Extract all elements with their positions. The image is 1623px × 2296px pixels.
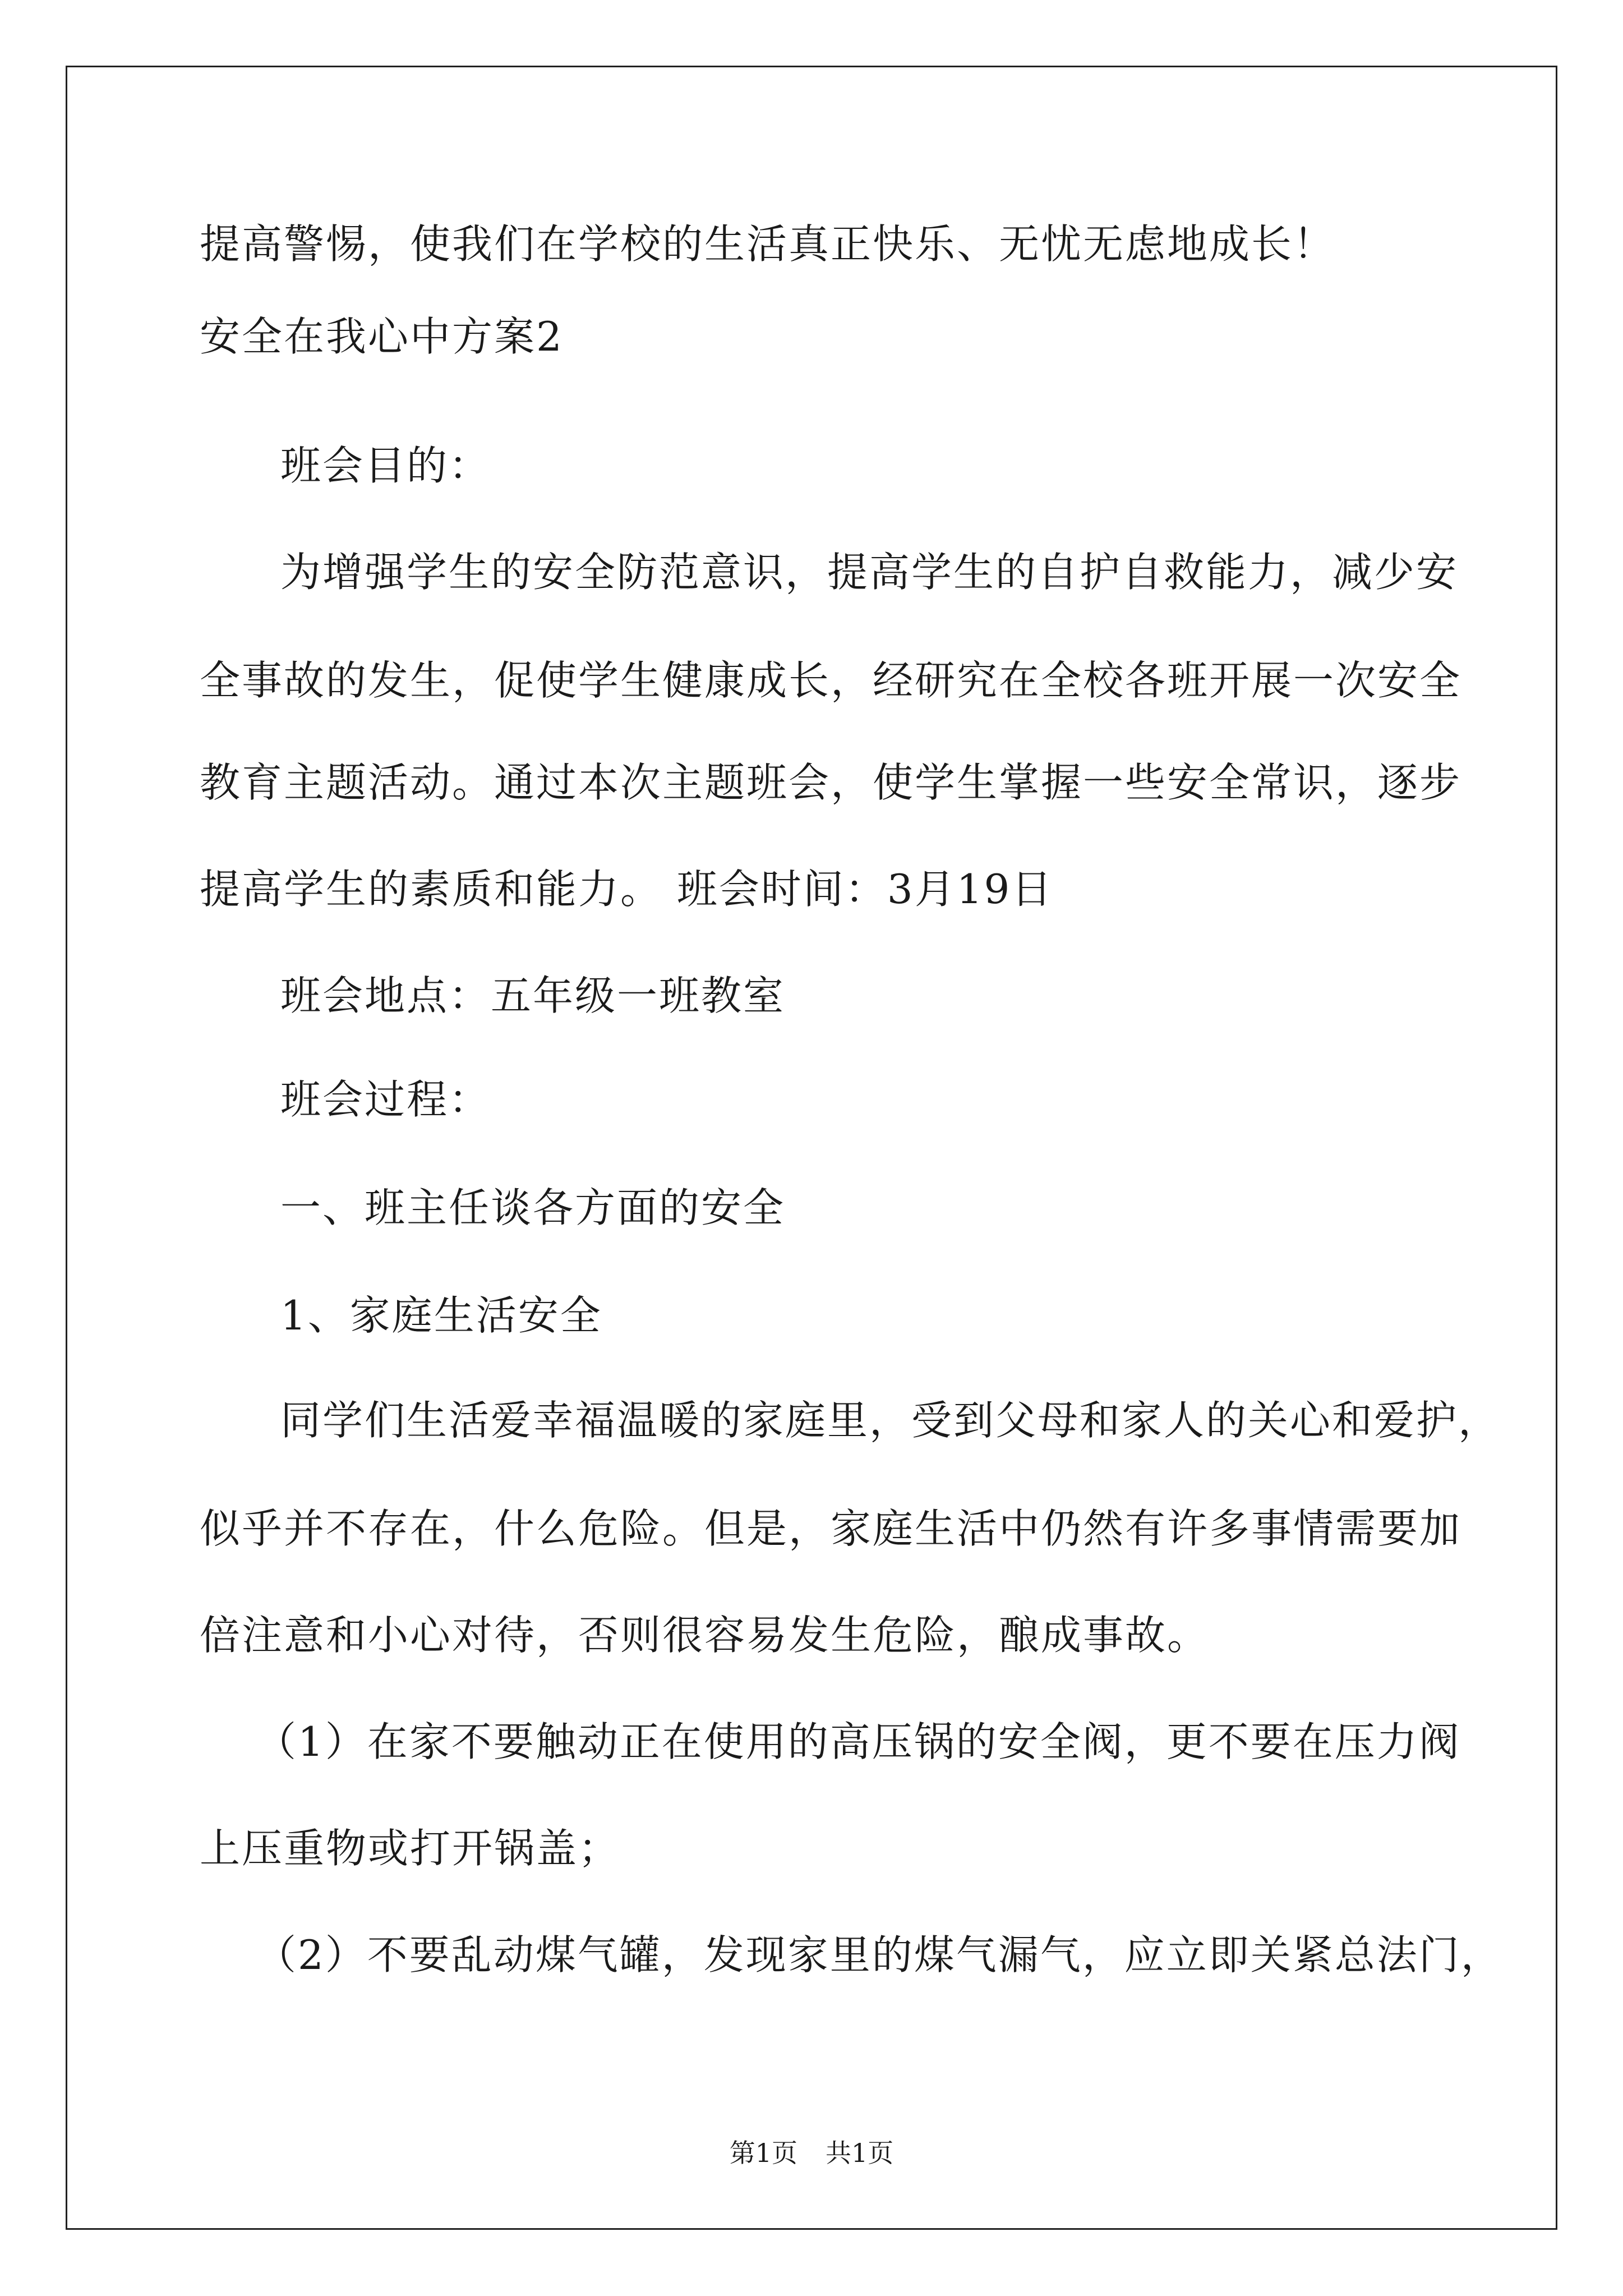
paragraph-line: 一、班主任谈各方面的安全: [280, 1184, 786, 1231]
page-number: 第1页: [729, 2138, 797, 2168]
paragraph-line: 上压重物或打开锅盖；: [200, 1825, 621, 1872]
paragraph-line: 同学们生活爱幸福温暖的家庭里，受到父母和家人的关心和爱护，: [280, 1397, 1501, 1444]
paragraph-line: 班会地点：五年级一班教室: [280, 972, 786, 1019]
paragraph-line: 倍注意和小心对待，否则很容易发生危险，酿成事故。: [200, 1612, 1210, 1659]
paragraph-line: 班会过程：: [280, 1076, 491, 1123]
paragraph-line: 提高学生的素质和能力。 班会时间：3月19日: [200, 866, 1054, 913]
paragraph-line: 1、家庭生活安全: [280, 1292, 602, 1339]
paragraph-line: （1）在家不要触动正在使用的高压锅的安全阀，更不要在压力阀: [256, 1718, 1461, 1765]
page-border: [66, 66, 1557, 2230]
paragraph-line: 教育主题活动。通过本次主题班会，使学生掌握一些安全常识，逐步: [200, 759, 1462, 806]
paragraph-line: 似乎并不存在，什么危险。但是，家庭生活中仍然有许多事情需要加: [200, 1505, 1462, 1552]
page-footer: [0, 2136, 1623, 2170]
paragraph-line: 为增强学生的安全防范意识，提高学生的自护自救能力，减少安: [280, 549, 1459, 596]
paragraph-line: （2）不要乱动煤气罐，发现家里的煤气漏气，应立即关紧总法门，: [256, 1931, 1503, 1978]
total-pages: 共1页: [826, 2138, 894, 2168]
paragraph-line: 全事故的发生，促使学生健康成长，经研究在全校各班开展一次安全: [200, 657, 1462, 704]
section-heading: 安全在我心中方案2: [200, 313, 564, 360]
paragraph-line: 提高警惕，使我们在学校的生活真正快乐、无忧无虑地成长！: [200, 220, 1336, 268]
paragraph-line: 班会目的：: [280, 442, 491, 489]
